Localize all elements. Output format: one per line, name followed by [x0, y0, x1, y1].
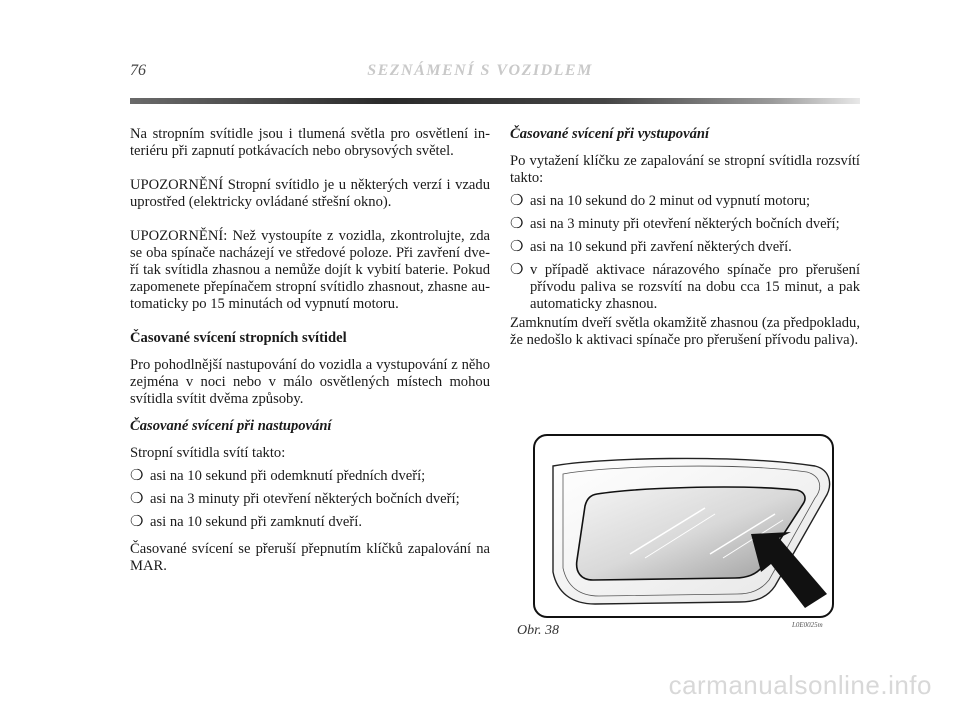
figure-caption: Obr. 38	[517, 623, 560, 638]
running-title: SEZNÁMENÍ S VOZIDLEM	[367, 62, 593, 79]
ceiling-light-illustration	[535, 436, 832, 616]
paragraph-warning-switches: UPOZORNĚNÍ: Než vystoupíte z vozidla, zkontrolujte, zda se oba spínače nacházejí ve středové poloze. Při zavření dveří tak svítidla zhasnou a nemůže dojít k vybití baterie. Pokud zapomenete přepínačem stropní svítidlo zhasnout, zhasne automaticky po 15 minutách od vypnutí motoru.	[130, 228, 490, 312]
right-column	[510, 126, 860, 349]
circle-bullet-icon: ❍	[130, 468, 144, 484]
list-item-text: v případě aktivace nárazového spínače pro přerušení přívodu paliva se rozsvítí na dobu cca 15 minut, a pak automaticky zhasnou.	[530, 262, 860, 312]
list-item	[130, 468, 490, 485]
circle-bullet-icon: ❍	[130, 514, 144, 530]
paragraph-interrupt: Časované svícení se přeruší přepnutím klíčků zapalování na MAR.	[130, 541, 490, 574]
list-item	[510, 239, 860, 256]
list-item-text: asi na 3 minuty při otevření některých bočních dveří;	[530, 216, 840, 232]
circle-bullet-icon: ❍	[510, 193, 524, 209]
exit-bullet-list	[510, 193, 860, 313]
paragraph-timed-intro: Pro pohodlnější nastupování do vozidla a vystupování z něho zejména v noci nebo v málo osvětlených místech mohou svítidla svítit dvěma způsoby.	[130, 357, 490, 407]
page-number: 76	[130, 62, 146, 79]
figure-box	[533, 434, 834, 618]
heading-entry-lighting: Časované svícení při nastupování	[130, 418, 332, 434]
circle-bullet-icon: ❍	[510, 216, 524, 232]
circle-bullet-icon: ❍	[510, 262, 524, 278]
watermark: carmanualsonline.info	[668, 670, 932, 700]
list-item	[130, 514, 490, 531]
circle-bullet-icon: ❍	[130, 491, 144, 507]
paragraph-exit-intro: Po vytažení klíčku ze zapalování se stropní svítidla rozsvítí takto:	[510, 153, 860, 186]
paragraph-interior-lights: Na stropním svítidle jsou i tlumená světla pro osvětlení interiéru při zapnutí potkávacích nebo obrysových světel.	[130, 126, 490, 159]
list-item-text: asi na 10 sekund při zavření některých dveří.	[530, 239, 792, 255]
list-item-text: asi na 10 sekund při zamknutí dveří.	[150, 514, 362, 530]
list-item	[510, 193, 860, 210]
list-item-text: asi na 10 sekund do 2 minut od vypnutí motoru;	[530, 193, 811, 209]
paragraph-warning-rear-light: UPOZORNĚNÍ Stropní svítidlo je u některých verzí i vzadu uprostřed (elektricky ovládané střešní okno).	[130, 177, 490, 210]
left-column	[130, 126, 490, 575]
circle-bullet-icon: ❍	[510, 239, 524, 255]
list-item	[510, 216, 860, 233]
paragraph-entry-intro: Stropní svítidla svítí takto:	[130, 445, 286, 461]
heading-timed-lighting: Časované svícení stropních svítidel	[130, 330, 347, 346]
figure-code: L0E0025m	[792, 621, 823, 629]
header-rule	[130, 98, 860, 104]
list-item	[130, 491, 490, 508]
entry-bullet-list	[130, 468, 490, 531]
paragraph-lock-off: Zamknutím dveří světla okamžitě zhasnou (za předpokladu, že nedošlo k aktivaci spínače pro přerušení přívodu paliva).	[510, 315, 860, 348]
list-item	[510, 262, 860, 313]
list-item-text: asi na 3 minuty při otevření některých bočních dveří;	[150, 491, 460, 507]
list-item-text: asi na 10 sekund při odemknutí předních dveří;	[150, 468, 426, 484]
heading-exit-lighting: Časované svícení při vystupování	[510, 126, 710, 142]
